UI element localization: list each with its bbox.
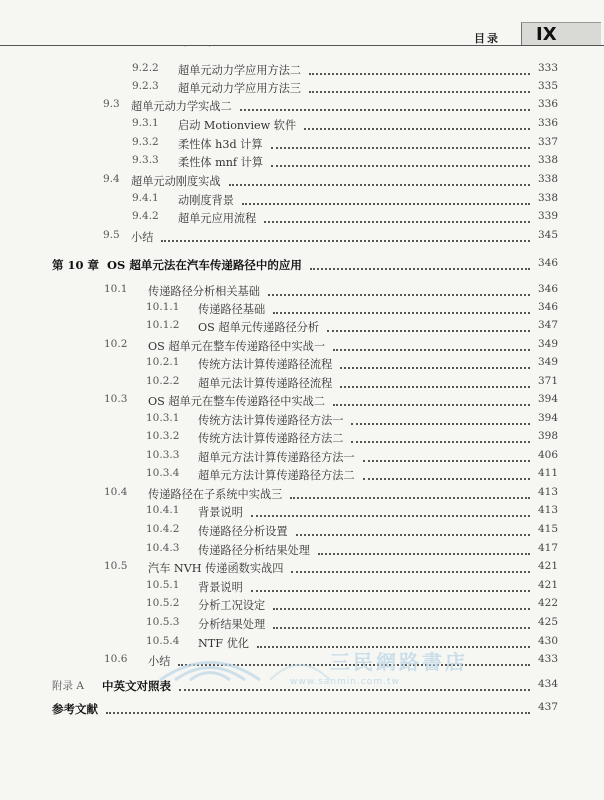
toc-entry-title: 传统方法计算传递路径方法一 (198, 414, 344, 427)
toc-entry (103, 229, 604, 249)
toc-dot-leader (318, 553, 530, 555)
toc-dot-leader (242, 203, 530, 205)
toc-entry-number: 10.5.3 (146, 616, 180, 628)
toc-dot-leader (179, 689, 530, 691)
toc-entry-title: 中英文对照表 (102, 679, 171, 693)
toc-entry (146, 412, 604, 432)
toc-entry-title: 柔性体 h3d 计算 (178, 138, 263, 151)
toc-entry (146, 430, 604, 450)
toc-entry (146, 597, 604, 617)
toc-entry-number: 9.3.3 (132, 154, 159, 166)
toc-entry (146, 301, 604, 321)
toc-page-number: 346 (538, 283, 559, 295)
toc-entry (52, 257, 604, 277)
toc-page-number: 434 (538, 678, 559, 690)
toc-entry-title: 柔性体 mnf 计算 (178, 156, 264, 169)
toc-page-number: 430 (538, 635, 559, 647)
toc-page-number: 336 (538, 117, 559, 129)
toc-entry-title: 传统方法计算传递路径方法二 (198, 432, 344, 445)
toc-entry (104, 393, 604, 413)
toc-entry (146, 356, 604, 376)
toc-page-number: 433 (538, 653, 559, 665)
toc-dot-leader (268, 294, 530, 296)
toc-entry-title: 传递路径分析设置 (198, 525, 288, 538)
toc-entry-number: 10.2.1 (146, 356, 180, 368)
toc-entry (132, 117, 604, 137)
toc-entry-title: 超单元方法计算传递路径方法一 (198, 451, 355, 464)
toc-dot-leader (290, 497, 530, 499)
toc-dot-leader (240, 109, 530, 111)
toc-page-number: 335 (538, 80, 559, 92)
toc-page-number: 336 (538, 98, 559, 110)
toc-entry (146, 449, 604, 469)
toc-entry-number: 10.6 (104, 653, 128, 665)
toc-entry-title: 超单元方法计算传递路径方法二 (198, 469, 355, 482)
toc-entry (132, 62, 604, 82)
watermark-url: www.sanmin.com.tw (290, 677, 400, 687)
toc-dot-leader (333, 349, 530, 351)
toc-dot-leader (333, 404, 530, 406)
toc-entry (132, 192, 604, 212)
toc-entry-title: 超单元动力学应用方法三 (178, 82, 302, 95)
toc-page-number: 411 (538, 467, 559, 479)
toc-entry (146, 616, 604, 636)
toc-dot-leader (271, 165, 530, 167)
toc-dot-leader (310, 268, 530, 270)
toc-entry-number: 10.3 (104, 393, 128, 405)
toc-entry-number: 9.4.1 (132, 192, 159, 204)
toc-dot-leader (363, 460, 530, 462)
toc-dot-leader (264, 221, 530, 223)
toc-entry (146, 319, 604, 339)
toc-entry-number: 10.5.4 (146, 635, 180, 647)
toc-entry-number: 10.4.2 (146, 523, 180, 535)
toc-entry-title: NTF 优化 (198, 637, 249, 650)
toc-entry (132, 154, 604, 174)
toc-page-number: 422 (538, 597, 559, 609)
toc-dot-leader (309, 73, 530, 75)
toc-entry (132, 136, 604, 156)
toc-entry-number: 10.5 (104, 560, 128, 572)
toc-entry-number: 10.2.2 (146, 375, 180, 387)
toc-entry-title: 分析结果处理 (198, 618, 266, 631)
toc-entry (146, 467, 604, 487)
toc-entry (104, 560, 604, 580)
toc-entry (132, 80, 604, 100)
toc-entry-title: 超单元动刚度实战 (131, 175, 221, 188)
toc-page-number: 413 (538, 486, 559, 498)
toc-entry-title: 传统方法计算传递路径流程 (198, 358, 333, 371)
toc-entry-number: 10.3.3 (146, 449, 180, 461)
toc-entry-number: 10.3.1 (146, 412, 180, 424)
toc-dot-leader (351, 423, 530, 425)
toc-entry-number: 9.5 (103, 229, 120, 241)
toc-entry-title: 汽车 NVH 传递函数实战四 (148, 562, 284, 575)
toc-entry (146, 504, 604, 524)
toc-entry-title: 分析工况设定 (198, 599, 266, 612)
toc-entry-title: 启动 Motionview 软件 (178, 119, 297, 132)
toc-page-number: 338 (538, 173, 559, 185)
toc-entry-number: 9.3.2 (132, 136, 159, 148)
toc-page-number: 337 (538, 136, 559, 148)
toc-entry-number: 10.5.2 (146, 597, 180, 609)
toc-entry-title: 传递路径在子系统中实战三 (148, 488, 283, 501)
toc-entry-title: 传递路径基础 (198, 303, 266, 316)
toc-page-number: 338 (538, 154, 559, 166)
toc-dot-leader (251, 515, 530, 517)
toc-page-number: 394 (538, 393, 559, 405)
toc-entry-number: 10.4 (104, 486, 128, 498)
toc-entry-number: 10.5.1 (146, 579, 180, 591)
toc-dot-leader (340, 367, 530, 369)
toc-page-number: 347 (538, 319, 559, 331)
toc-page-number: 333 (538, 62, 559, 74)
toc-dot-leader (351, 441, 530, 443)
toc-page-number: 398 (538, 430, 559, 442)
toc-entry-title: 参考文献 (52, 702, 98, 716)
toc-entry-title: 动刚度背景 (178, 194, 234, 207)
toc-entry (146, 523, 604, 543)
toc-entry (103, 173, 604, 193)
toc-dot-leader (251, 590, 530, 592)
toc-page-number: 371 (538, 375, 559, 387)
toc-page-number: 394 (538, 412, 559, 424)
toc-page-number: 415 (538, 523, 559, 535)
toc-entry-title: 小结 (148, 655, 171, 668)
toc-dot-leader (304, 128, 530, 130)
toc-entry-number: 第 10 章 (52, 258, 100, 272)
toc-entry-number: 附录 A (52, 680, 84, 692)
toc-page-number: 349 (538, 356, 559, 368)
toc-page-number: 406 (538, 449, 559, 461)
toc-entry-number: 10.1.1 (146, 301, 180, 313)
toc-page-number: 417 (538, 542, 559, 554)
toc-page-number: 421 (538, 560, 559, 572)
toc-page-number: 339 (538, 210, 559, 222)
toc-entry (104, 486, 604, 506)
toc-entry-number: 10.1.2 (146, 319, 180, 331)
toc-page-number: 345 (538, 229, 559, 241)
page-number-box: IX (521, 22, 601, 46)
toc-dot-leader (273, 627, 530, 629)
toc-entry-number: 10.3.4 (146, 467, 180, 479)
toc-page-number: 338 (538, 192, 559, 204)
toc-entry (132, 210, 604, 230)
toc-entry (146, 375, 604, 395)
toc-dot-leader (106, 712, 530, 714)
toc-entry-number: 9.3.1 (132, 117, 159, 129)
toc-dot-leader (273, 312, 530, 314)
toc-page-number: 437 (538, 701, 559, 713)
toc-page-number: 413 (538, 504, 559, 516)
toc-dot-leader (271, 147, 530, 149)
toc-entry-number: 9.4.2 (132, 210, 159, 222)
toc-entry-number: 10.4.1 (146, 504, 180, 516)
toc-entry-title: 传递路径分析相关基础 (148, 285, 260, 298)
toc-dot-leader (273, 608, 530, 610)
toc-entry-title: OS 超单元法在汽车传递路径中的应用 (107, 258, 302, 272)
toc-page-number: 349 (538, 338, 559, 350)
toc-dot-leader (161, 240, 530, 242)
toc-entry-number: 10.4.3 (146, 542, 180, 554)
toc-entry-title: 传递路径分析结果处理 (198, 544, 310, 557)
toc-entry-number: 10.3.2 (146, 430, 180, 442)
running-header-title: 目录 (474, 32, 500, 45)
toc-entry (104, 283, 604, 303)
toc-dot-leader (291, 571, 530, 573)
toc-entry (52, 701, 604, 721)
toc-entry-number: 10.1 (104, 283, 128, 295)
toc-dot-leader (363, 478, 530, 480)
toc-dot-leader (309, 91, 530, 93)
toc-entry-title: OS 超单元在整车传递路径中实战二 (148, 395, 326, 408)
toc-entry-title: OS 超单元在整车传递路径中实战一 (148, 340, 326, 353)
toc-entry-title: 超单元动力学实战二 (131, 100, 232, 113)
toc-entry (103, 98, 604, 118)
toc-entry-title: 超单元应用流程 (178, 212, 257, 225)
toc-entry-number: 9.2.3 (132, 80, 159, 92)
toc-entry (146, 579, 604, 599)
toc-entry-title: 超单元动力学应用方法二 (178, 64, 302, 77)
toc-dot-leader (340, 386, 530, 388)
toc-entry-title: 小结 (131, 231, 154, 244)
toc-entry-title: 背景说明 (198, 506, 243, 519)
toc-page-number: 425 (538, 616, 559, 628)
toc-entry-number: 9.2.2 (132, 62, 159, 74)
header-rule (0, 45, 604, 46)
toc-page-number: 421 (538, 579, 559, 591)
toc-entry-title: OS 超单元传递路径分析 (198, 321, 320, 334)
toc-entry-number: 9.3 (103, 98, 120, 110)
toc-dot-leader (296, 534, 530, 536)
watermark-text: 三民網路書店 (330, 650, 468, 674)
toc-entry-number: 10.2 (104, 338, 128, 350)
toc-entry-title: 超单元法计算传递路径流程 (198, 377, 333, 390)
toc-entry (146, 542, 604, 562)
toc-page-number: 346 (538, 301, 559, 313)
toc-entry (104, 338, 604, 358)
toc-dot-leader (229, 184, 530, 186)
toc-entry-title: 背景说明 (198, 581, 243, 594)
toc-page-number: 346 (538, 257, 559, 269)
toc-entry-number: 9.4 (103, 173, 120, 185)
toc-dot-leader (327, 330, 530, 332)
